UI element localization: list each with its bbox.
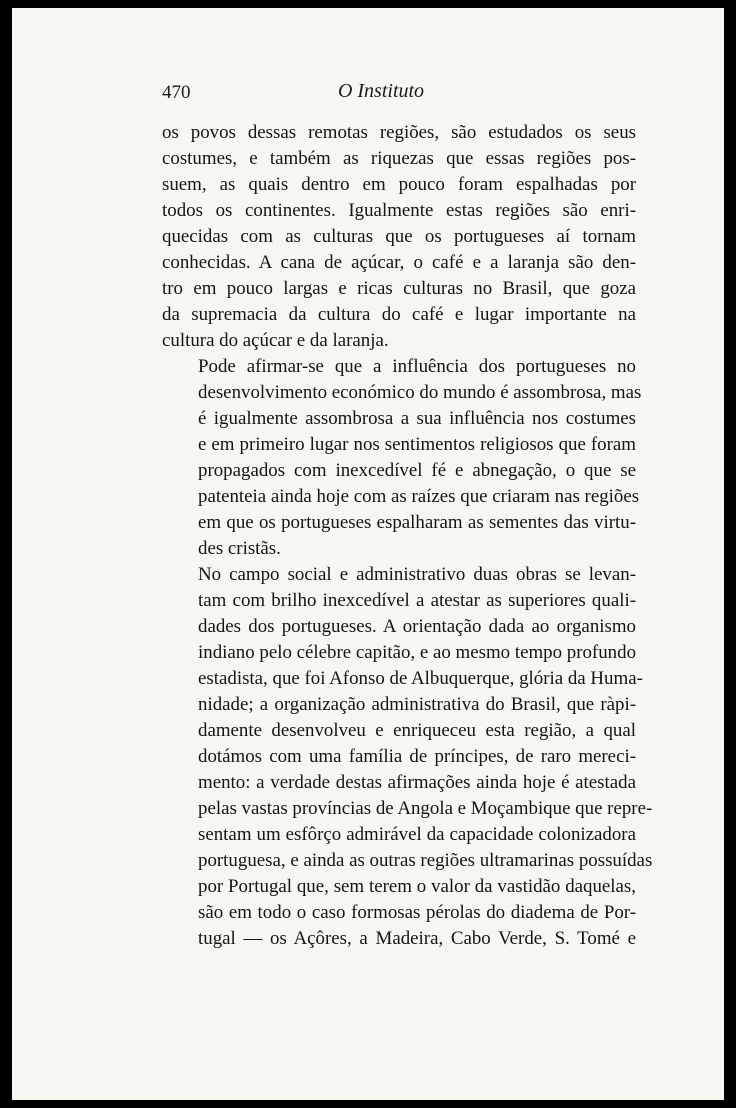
text-line: propagados com inexcedível fé e abnegação, o que se	[198, 460, 636, 481]
text-line: é igualmente assombrosa a sua influência nos costumes	[198, 408, 636, 429]
text-line: costumes, e também as riquezas que essas regiões pos-	[162, 148, 636, 169]
text-line: sentam um esfôrço admirável da capacidade colonizadora	[198, 824, 636, 845]
body-text	[162, 120, 653, 952]
text-line: e em primeiro lugar nos sentimentos religiosos que foram	[198, 434, 636, 455]
text-line: desenvolvimento económico do mundo é assombrosa, mas	[198, 382, 642, 403]
text-line: des cristãs.	[198, 538, 281, 559]
paragraph-1	[162, 120, 636, 354]
text-line: portuguesa, e ainda as outras regiões ultramarinas possuídas	[198, 850, 653, 871]
text-line: Pode afirmar-se que a influência dos portugueses no	[198, 356, 636, 377]
page-number: 470	[162, 82, 191, 103]
text-line: patenteia ainda hoje com as raízes que criaram nas regiões	[198, 486, 640, 507]
paragraph-2	[162, 354, 642, 562]
text-line: indiano pelo célebre capitão, e ao mesmo tempo profundo	[198, 642, 637, 663]
text-line: suem, as quais dentro em pouco foram espalhadas por	[162, 174, 636, 195]
text-line: tugal — os Açôres, a Madeira, Cabo Verde, S. Tomé e	[198, 928, 636, 949]
page-header	[12, 74, 724, 104]
text-line: nidade; a organização administrativa do Brasil, que ràpi-	[198, 694, 636, 715]
text-line: conhecidas. A cana de açúcar, o café e a laranja são den-	[162, 252, 636, 273]
text-line: cultura do açúcar e da laranja.	[162, 330, 389, 351]
text-line: dotámos com uma família de príncipes, de raro mereci-	[198, 746, 636, 767]
text-line: por Portugal que, sem terem o valor da vastidão daquelas,	[198, 876, 636, 897]
text-line: tam com brilho inexcedível a atestar as superiores quali-	[198, 590, 636, 611]
text-line: os povos dessas remotas regiões, são estudados os seus	[162, 122, 636, 143]
text-line: mento: a verdade destas afirmações ainda hoje é atestada	[198, 772, 636, 793]
text-line: da supremacia da cultura do café e lugar importante na	[162, 304, 636, 325]
text-line: todos os continentes. Igualmente estas regiões são enri-	[162, 200, 636, 221]
paragraph-3	[162, 562, 653, 952]
text-line: damente desenvolveu e enriqueceu esta região, a qual	[198, 720, 636, 741]
text-line: são em todo o caso formosas pérolas do diadema de Por-	[198, 902, 636, 923]
text-line: quecidas com as culturas que os portugueses aí tornam	[162, 226, 636, 247]
document-page	[12, 8, 724, 1100]
text-line: No campo social e administrativo duas obras se levan-	[198, 564, 636, 585]
running-title: O Instituto	[337, 80, 425, 102]
text-line: dades dos portugueses. A orientação dada ao organismo	[198, 616, 636, 637]
text-line: estadista, que foi Afonso de Albuquerque, glória da Huma-	[198, 668, 643, 689]
text-line: tro em pouco largas e ricas culturas no Brasil, que goza	[162, 278, 636, 299]
text-line: pelas vastas províncias de Angola e Moçambique que repre-	[198, 798, 653, 819]
text-line: em que os portugueses espalharam as sementes das virtu-	[198, 512, 636, 533]
